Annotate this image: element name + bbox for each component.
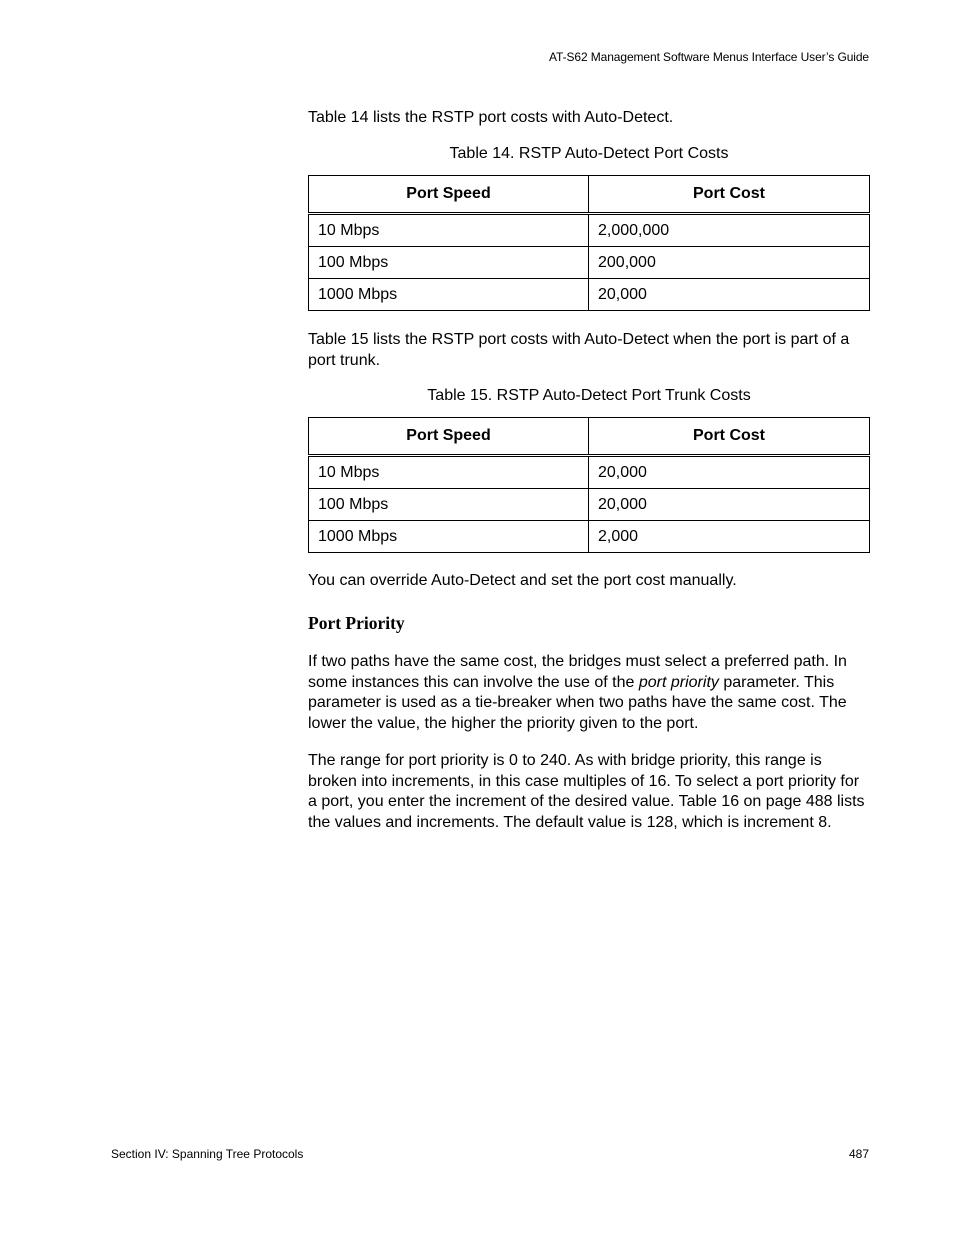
paragraph-text: parameter. This parameter is used as a tie-breaker when two paths have the same cost. The lower the value, the higher the priority given to the port.	[308, 673, 847, 732]
table-row	[309, 489, 870, 521]
port-priority-paragraph-1	[308, 652, 870, 734]
table-cell: 10 Mbps	[309, 456, 589, 489]
section-heading: Port Priority	[308, 613, 405, 633]
table14	[308, 175, 870, 311]
running-header: AT-S62 Management Software Menus Interface User’s Guide	[549, 50, 869, 64]
table-header-row	[309, 418, 870, 456]
table-cell: 20,000	[589, 489, 870, 521]
column-header: Port Speed	[309, 176, 589, 214]
table-row	[309, 247, 870, 279]
column-header: Port Cost	[589, 418, 870, 456]
table-row	[309, 279, 870, 311]
paragraph-text: If two paths have the same cost, the bridges must select a preferred path. In some instances this can involve the use of the	[308, 653, 847, 691]
table-cell: 1000 Mbps	[309, 279, 589, 311]
table15	[308, 417, 870, 553]
table14-caption: Table 14. RSTP Auto-Detect Port Costs	[449, 145, 729, 162]
table-cell: 2,000,000	[589, 214, 870, 247]
table-cell: 10 Mbps	[309, 214, 589, 247]
table-cell: 100 Mbps	[309, 489, 589, 521]
table-row	[309, 456, 870, 489]
table15-intro: Table 15 lists the RSTP port costs with Auto-Detect when the port is part of a port trunk.	[308, 331, 850, 369]
emphasis-term: port priority	[638, 673, 719, 691]
table-row	[309, 521, 870, 553]
table-cell: 100 Mbps	[309, 247, 589, 279]
table-cell: 2,000	[589, 521, 870, 553]
table-cell: 20,000	[589, 456, 870, 489]
column-header: Port Speed	[309, 418, 589, 456]
table-header-row	[309, 176, 870, 214]
table-row	[309, 214, 870, 247]
override-note: You can override Auto-Detect and set the port cost manually.	[308, 572, 737, 589]
table-cell: 1000 Mbps	[309, 521, 589, 553]
table-cell: 20,000	[589, 279, 870, 311]
table-cell: 200,000	[589, 247, 870, 279]
column-header: Port Cost	[589, 176, 870, 214]
footer-section: Section IV: Spanning Tree Protocols	[111, 1147, 304, 1161]
table15-caption: Table 15. RSTP Auto-Detect Port Trunk Costs	[427, 387, 751, 404]
port-priority-paragraph-2: The range for port priority is 0 to 240. As with bridge priority, this range is broken into increments, in this case multiples of 16. To select a port priority for a port, you enter the increment of the desired value. Table 16 on page 488 lists the values and increments. The default value is 128, which is increment 8.	[308, 752, 865, 831]
table14-intro: Table 14 lists the RSTP port costs with Auto-Detect.	[308, 109, 674, 126]
page-number: 487	[848, 1147, 869, 1161]
